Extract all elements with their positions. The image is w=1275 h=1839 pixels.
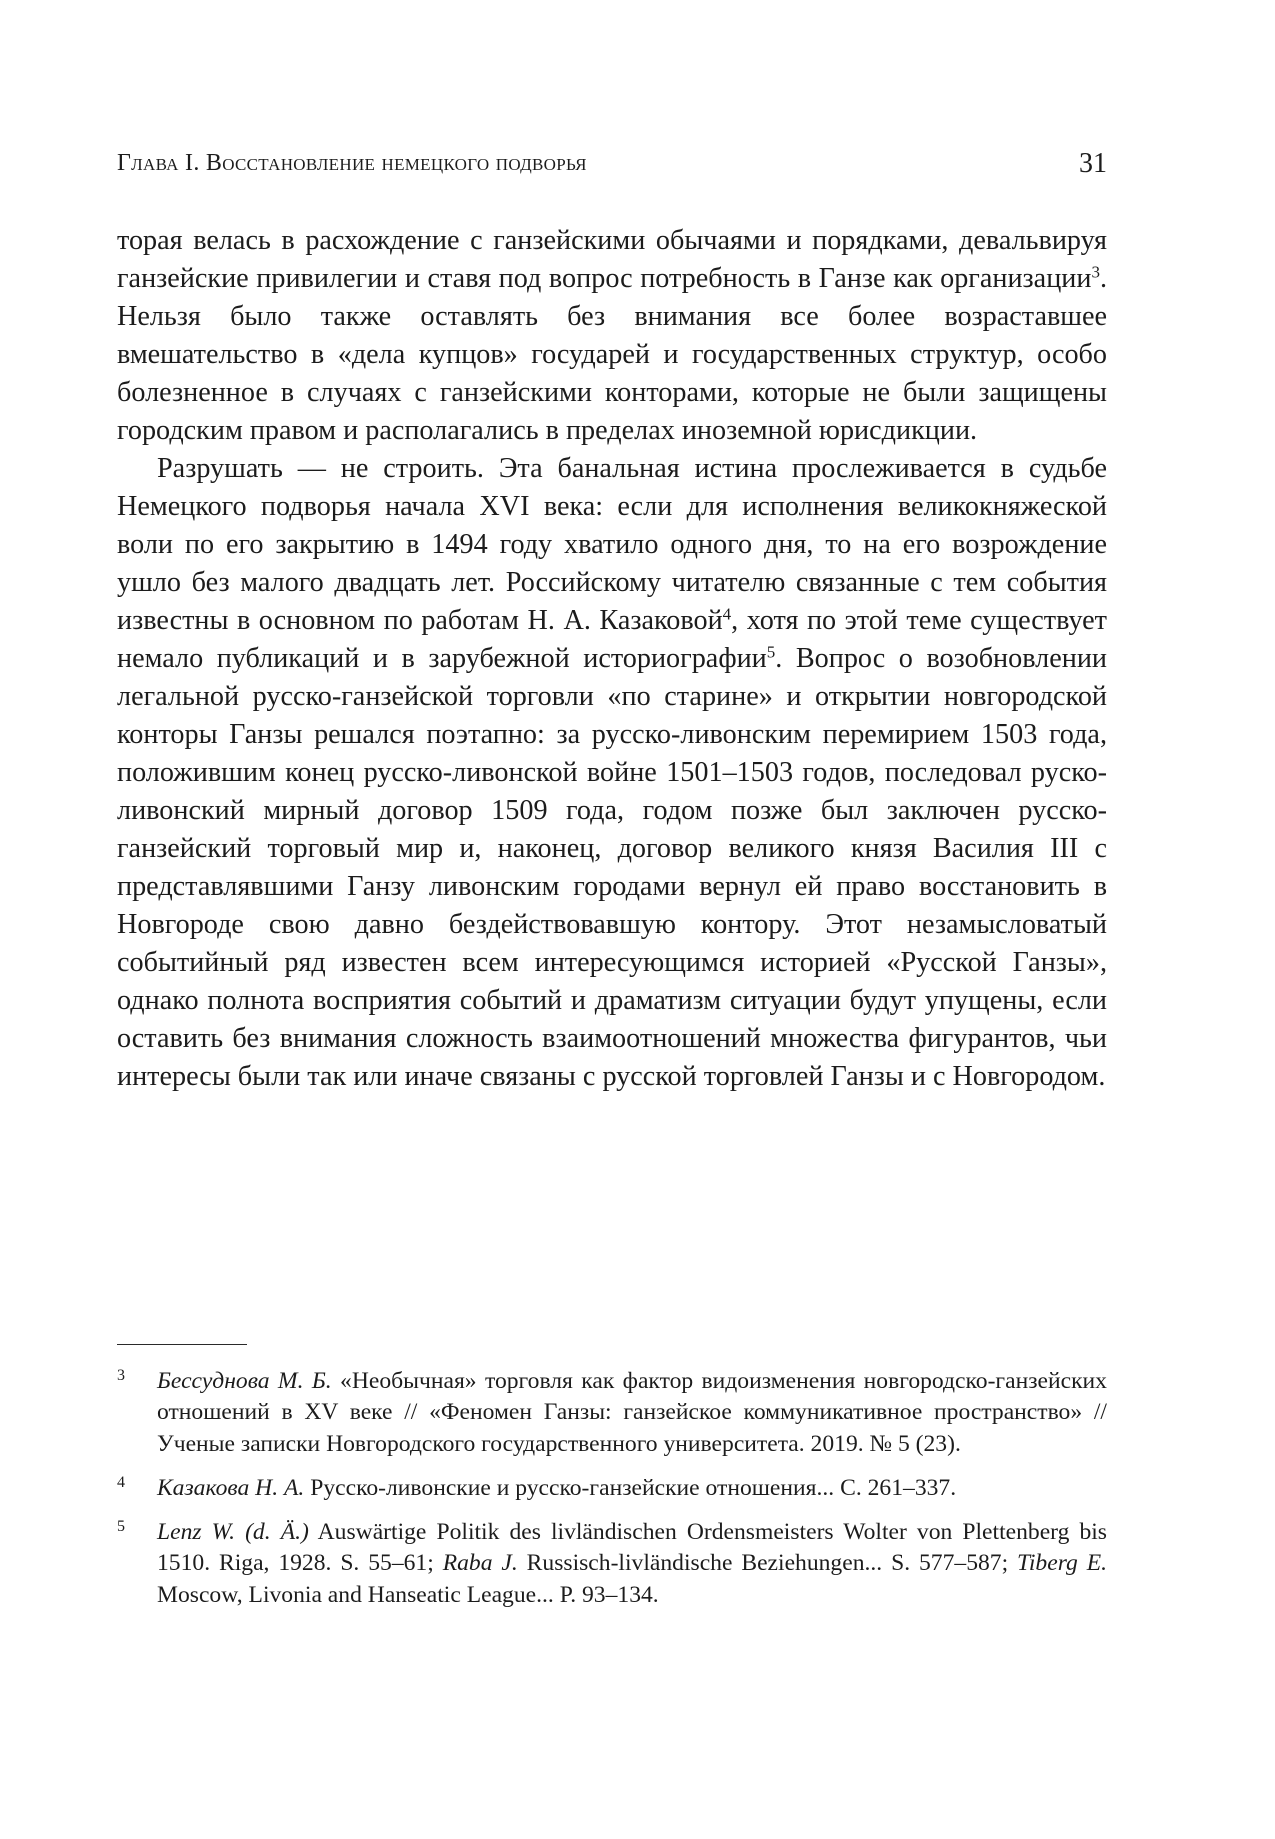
footnote-ref-5: 5 [766,642,776,662]
footnote-author: Raba J. [442,1550,518,1577]
paragraph-2-text-1: Разрушать — не строить. Эта банальная истина прослеживается в судьбе Немецкого подворья начала XVI века: если для исполнения великокняжеской воли по его закрытию в 1494 году хватило одного дня, то на его возрождение ушло без малого двадцать лет. Российскому читателю связанные с тем события известны в основном по работам Н. А. Казаковой [117,453,1107,636]
page-number: 31 [1079,148,1107,179]
footnote-3 [117,1366,1107,1460]
footnote-text: Русско-ливонские и русско-ганзейские отношения... С. 261–337. [310,1474,957,1501]
main-text [117,222,1107,1096]
paragraph-2-text-3: . Вопрос о возобновлении легальной русско-ганзейской торговли «по старине» и открытии новгородской конторы Ганзы решался поэтапно: за русско-ливонским перемирием 1503 года, положившим конец русско-ливонской войне 1501–1503 годов, последовал руско-ливонский мирный договор 1509 года, годом позже был заключен русско-ганзейский торговый мир и, наконец, договор великого князя Василия III с представлявшими Ганзу ливонским городами вернул ей право восстановить в Новгороде свою давно бездействовавшую контору. Этот незамысловатый событийный ряд известен всем интересующимся историей «Русской Ганзы», однако полнота восприятия событий и драматизм ситуации будут упущены, если оставить без внимания сложность взаимоотношений множества фигурантов, чьи интересы были так или иначе связаны с русской торговлей Ганзы и с Новгородом. [117,643,1108,1092]
paragraph-2-text-2: , хотя по этой теме существует немало публикаций и в зарубежной историографии [117,605,1108,674]
page-header [117,150,1107,190]
paragraph-2 [117,450,1107,1096]
paragraph-1-text-1: торая велась в расхождение с ганзейскими обычаями и порядками, девальвируя ганзейские привилегии и ставя под вопрос потребность в Ганзе как организации [117,225,1107,294]
footnote-separator [117,1344,247,1345]
footnote-author: Lenz W. (d. Ä.) [157,1519,309,1546]
paragraph-1 [117,222,1107,450]
footnote-number: 4 [117,1473,125,1491]
footnote-text: Moscow, Livonia and Hanseatic League... P. 93–134. [157,1581,659,1608]
footnote-5 [117,1517,1107,1611]
footnote-ref-4: 4 [722,604,732,624]
footnote-number: 5 [117,1518,125,1536]
footnote-text: Russisch-livländische Beziehungen... S. 577–587; [526,1550,1009,1577]
footnote-number: 3 [117,1367,125,1384]
footnote-4 [117,1473,1107,1504]
footnote-ref-3: 3 [1091,262,1100,282]
footnote-author: Tiberg E. [1017,1550,1107,1577]
running-title: Глава I. Восстановление немецкого подворья [117,150,587,176]
paragraph-1-text-2: . Нельзя было также оставлять без внимания все более возраставшее вмешательство в «дела купцов» государей и государственных структур, особо болезненное в случаях с ганзейскими конторами, которые не были защищены городским правом и располагались в пределах иноземной юрисдикции. [117,263,1107,446]
footnote-author: Бессуднова М. Б. [157,1368,332,1394]
footnotes [117,1366,1107,1624]
footnote-author: Казакова Н. А. [157,1474,305,1501]
footnote-text: «Необычная» торговля как фактор видоизменения новгородско-ганзейских отношений в XV веке // «Феномен Ганзы: ганзейское коммуникативное пространство» // Ученые записки Новгородского государственного университета. 2019. № 5 (23). [157,1368,1107,1457]
footnote-text: Auswärtige Politik des livländischen Ordensmeisters Wolter von Plettenberg bis 1510. Riga, 1928. S. 55–61; [157,1519,1107,1577]
